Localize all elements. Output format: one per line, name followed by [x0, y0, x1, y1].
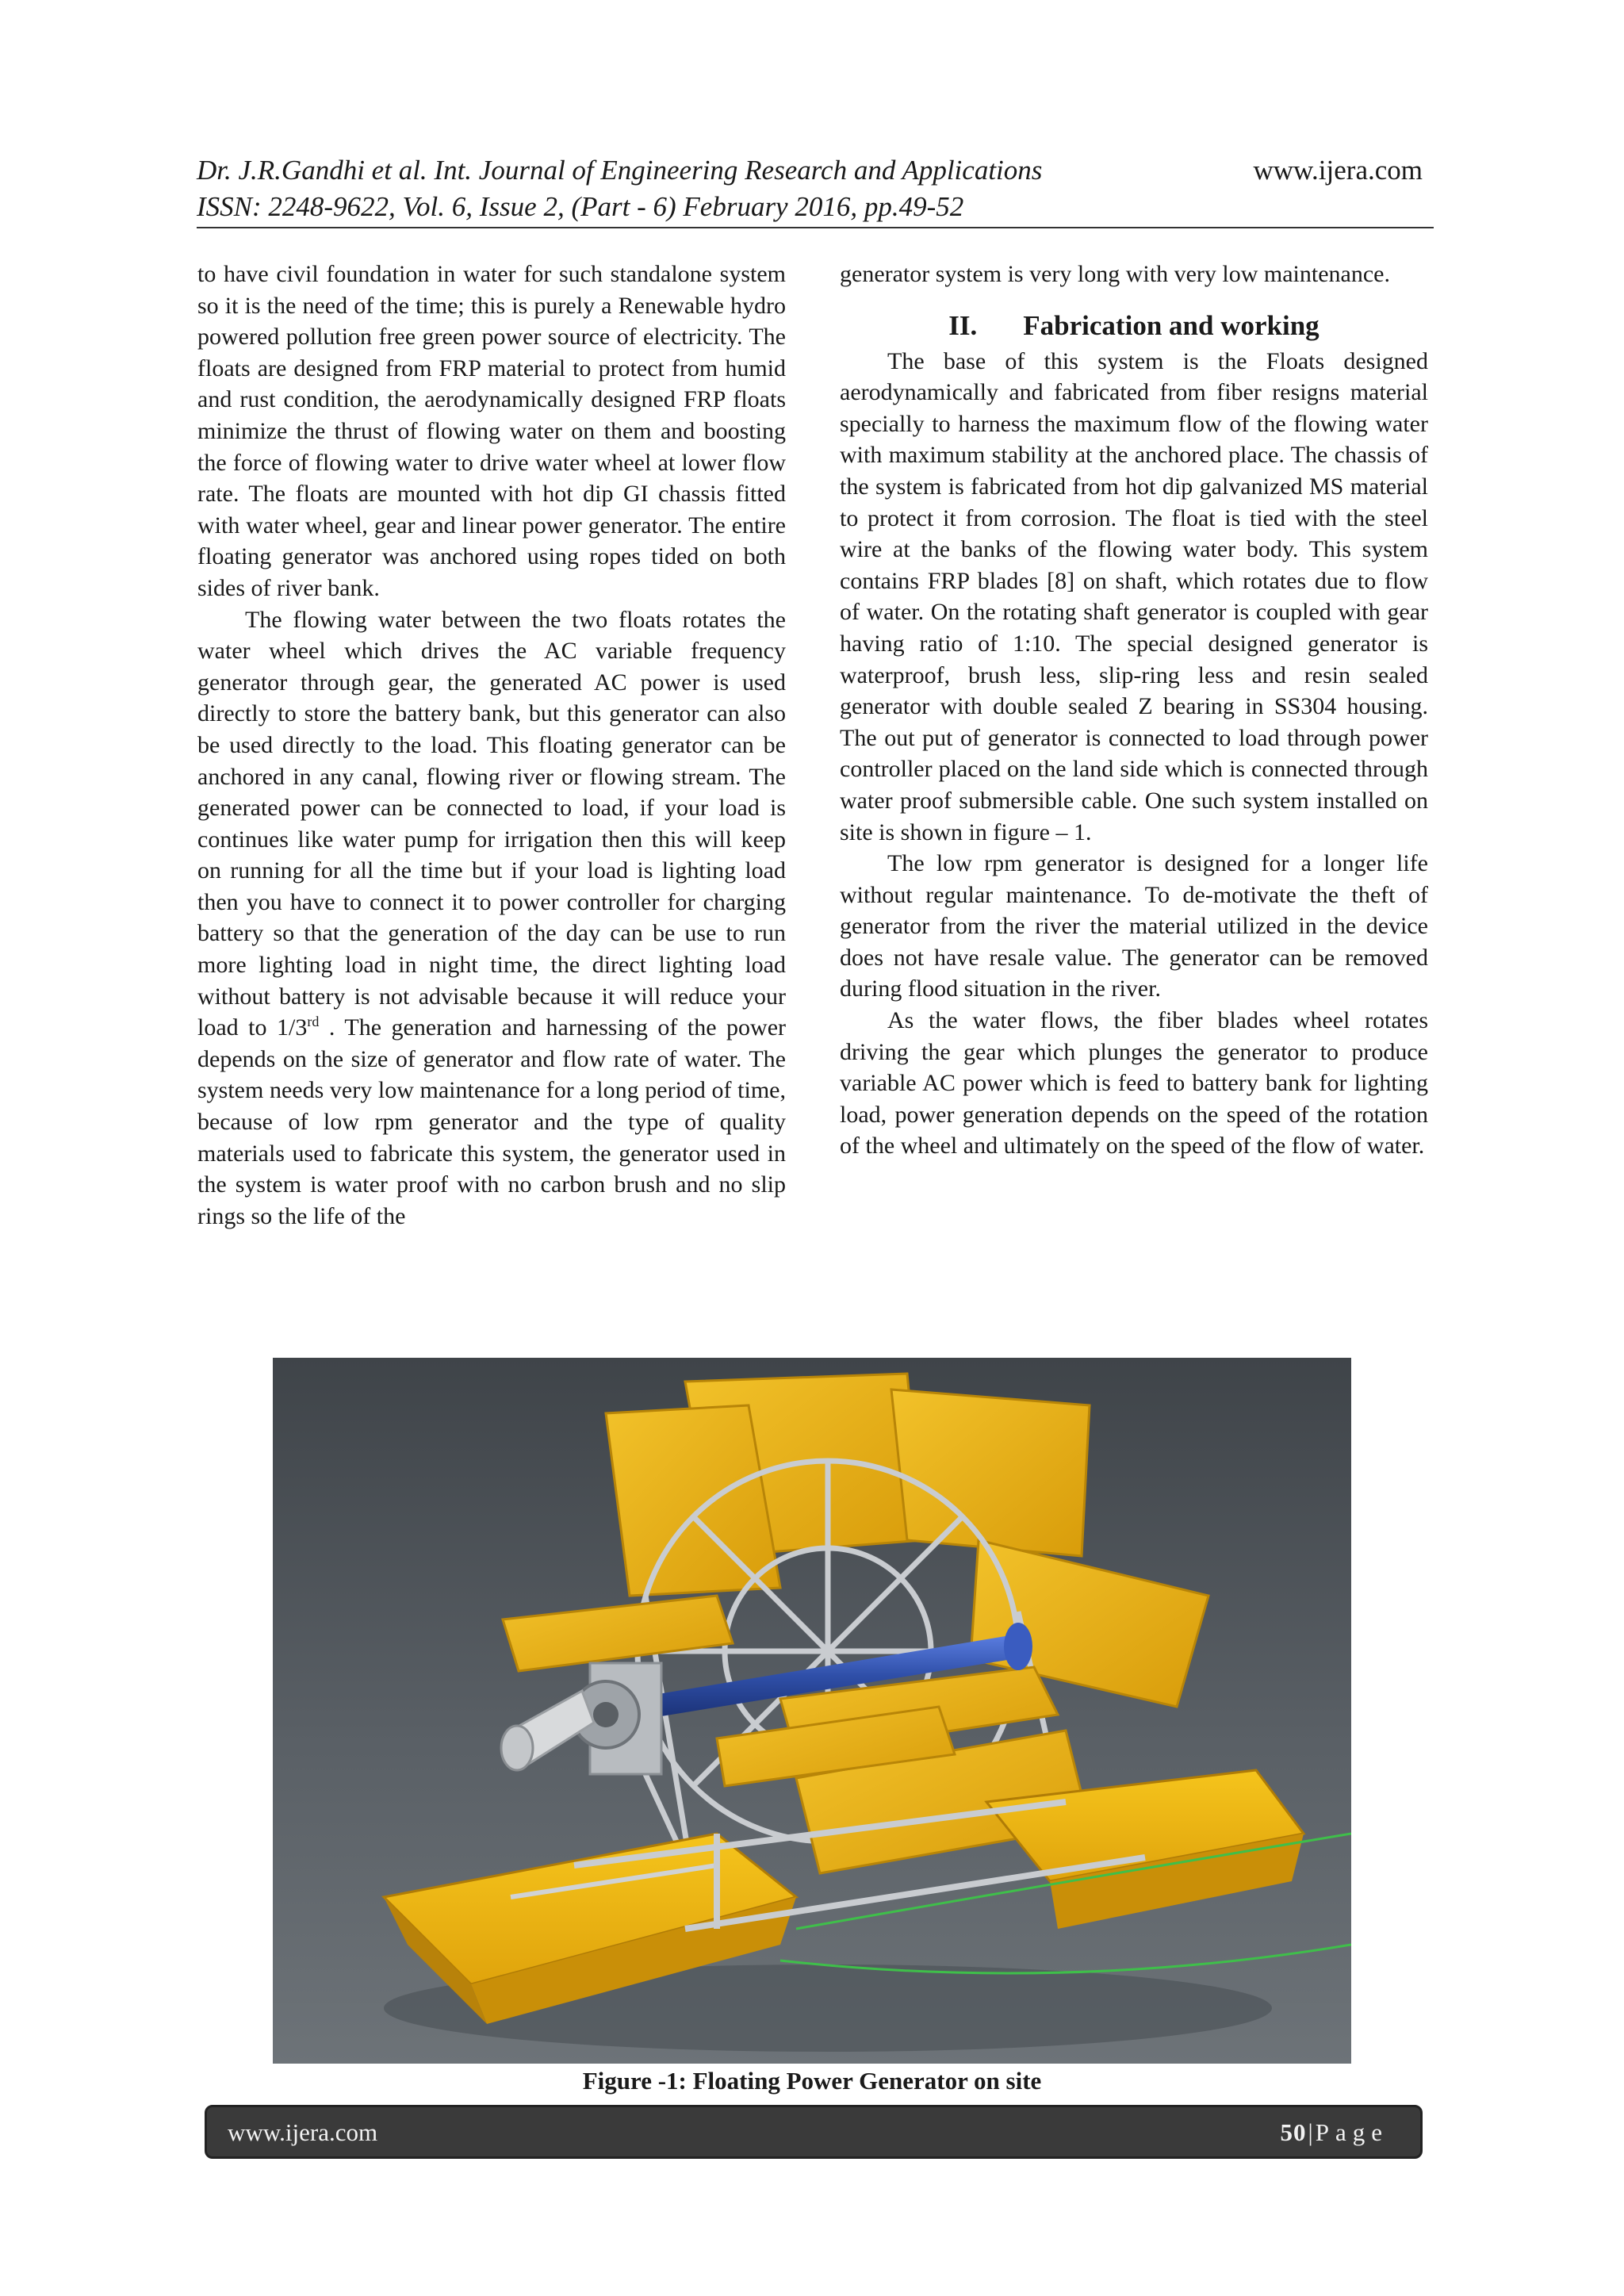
floating-generator-illustration	[273, 1358, 1351, 2064]
right-paragraph-3: As the water flows, the fiber blades wheel rotates driving the gear which plunges the generator to produce variable AC power which is feed to battery bank for lighting load, power generation depends on the speed of the rotation of the wheel and ultimately on the speed of the flow of water.	[840, 1007, 1428, 1159]
right-paragraph-1: The base of this system is the Floats designed aerodynamically and fabricated from fiber resigns material specially to harness the maximum flow of the flowing water with maximum stability at the anchored place. The chassis of the system is fabricated from hot dip galvanized MS material to protect it from corrosion. The float is tied with the steel wire at the banks of the flowing water body. This system contains FRP blades [8] on shaft, which rotates due to flow of water. On the rotating shaft generator is coupled with gear having ratio of 1:10. The special designed generator is waterproof, brush less, slip-ring less and resin sealed generator with double sealed Z bearing in SS304 housing. The out put of generator is connected to load through power controller placed on the land side which is connected through water proof submersible cable. One such system installed on site is shown in figure – 1.	[840, 347, 1428, 845]
footer-page-label	[1281, 2118, 1388, 2147]
page-word: Page	[1315, 2118, 1388, 2146]
page-number: 50	[1280, 2118, 1307, 2146]
section-heading	[840, 308, 1428, 344]
running-header	[197, 152, 1434, 225]
right-paragraph-2: The low rpm generator is designed for a longer life without regular maintenance. To de-motivate the theft of generator from the river the material utilized in the device does not have resale value. The generator can be removed during flood situation in the river.	[840, 850, 1428, 1002]
left-paragraph-1: to have civil foundation in water for such standalone system so it is the need of the time; this is purely a Renewable hydro powered pollution free green power source of electricity. The floats are designed from FRP material to protect from humid and rust condition, the aerodynamically designed FRP floats minimize the thrust of flowing water on them and boosting the force of flowing water to drive water wheel at lower flow rate. The floats are mounted with hot dip GI chassis fitted with water wheel, gear and linear power generator. The entire floating generator was anchored using ropes tided on both sides of river bank.	[197, 261, 786, 601]
header-divider	[197, 227, 1434, 228]
right-column	[840, 259, 1428, 1162]
section-number: II.	[948, 309, 978, 341]
right-paragraph-0: generator system is very long with very low maintenance.	[840, 261, 1390, 287]
left-paragraph-2-text-a: The flowing water between the two floats rotates the water wheel which drives the AC variable frequency generator through gear, the generated AC power is used directly to store the battery bank, but this generator can also be used directly to the load. This floating generator can be anchored in any canal, flowing river or flowing stream. The generated power can be connected to load, if your load is continues like water pump for irrigation then this will keep on running for all the time but if your load is lighting load then you have to connect it to power controller for charging battery so that the generation of the day can be use to run more lighting load in night time, the direct lighting load without battery is not advisable because it will reduce your load to 1/3	[197, 606, 786, 1041]
figure-photo	[273, 1358, 1351, 2064]
page-separator: |	[1308, 2118, 1314, 2146]
superscript-rd: rd	[307, 1014, 320, 1030]
section-title: Fabrication and working	[1023, 309, 1320, 341]
left-paragraph-2	[197, 604, 786, 1232]
left-column	[197, 259, 786, 1232]
figure-caption: Figure -1: Floating Power Generator on site	[582, 2067, 1042, 2095]
header-issn-line: ISSN: 2248-9622, Vol. 6, Issue 2, (Part - 6) February 2016, pp.49-52	[197, 191, 964, 222]
header-website[interactable]: www.ijera.com	[1253, 155, 1423, 186]
header-journal-line: Dr. J.R.Gandhi et al. Int. Journal of Engineering Research and Applications	[197, 155, 1043, 186]
left-paragraph-2-text-b: . The generation and harnessing of the power depends on the size of generator and flow rate of water. The system needs very low maintenance for a long period of time, because of low rpm generator and the type of quality materials used to fabricate this system, the generator used in the system is water proof with no carbon brush and no slip rings so the life of the	[197, 1014, 786, 1229]
footer-website[interactable]: www.ijera.com	[228, 2118, 378, 2146]
page-footer	[205, 2105, 1423, 2159]
